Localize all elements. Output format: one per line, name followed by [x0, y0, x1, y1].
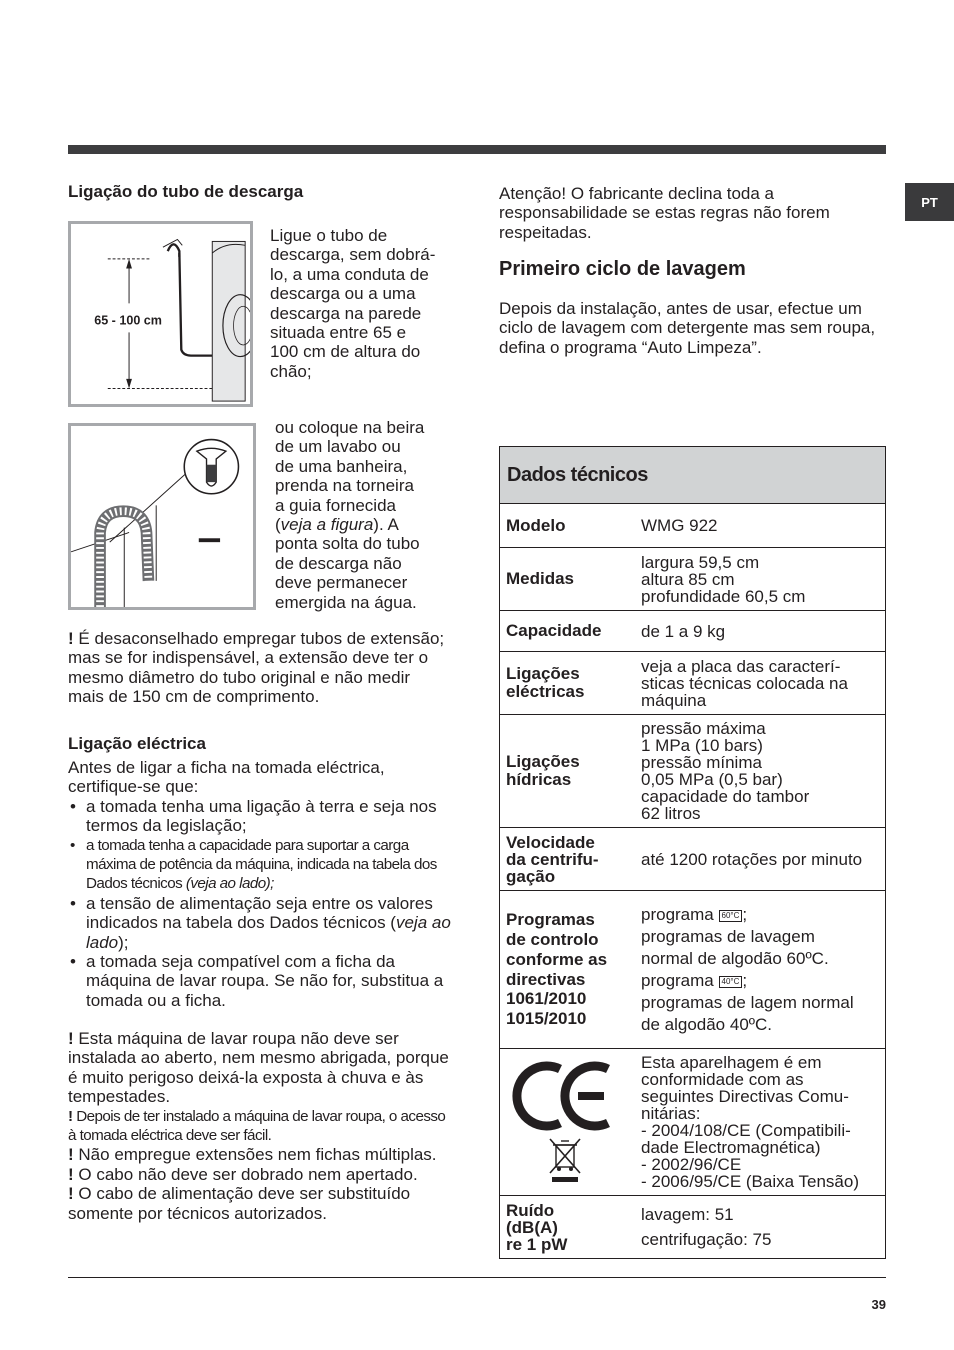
bottom-rule	[68, 1277, 886, 1278]
cotton-40-program-icon: 40°C	[719, 976, 743, 988]
first-cycle-heading: Primeiro ciclo de lavagem	[499, 258, 746, 280]
warning-cable: ! O cabo não deve ser dobrado nem apertado.	[68, 1164, 418, 1184]
height-range-label: 65 - 100 cm	[94, 313, 162, 328]
page-number: 39	[871, 1297, 886, 1312]
drain-sink-figure	[68, 423, 256, 610]
drain-pipe-wall-illustration	[71, 224, 250, 404]
language-tab: PT	[905, 183, 954, 221]
warning-technician: ! O cabo de alimentação deve ser substituído somente por técnicos autorizados.	[68, 1184, 411, 1223]
list-item: • a tensão de alimentação seja entre os valores indicados na tabela dos Dados técnicos (veja ao lado);	[68, 894, 453, 952]
see-figure-ref: veja a figura	[280, 515, 374, 535]
electric-heading: Ligação eléctrica	[68, 734, 206, 753]
drain-heading: Ligação do tubo de descarga	[68, 182, 304, 201]
list-item: • a tomada seja compatível com a ficha da máquina de lavar roupa. Se não for, substitua a tomada ou a ficha.	[68, 952, 453, 1010]
drain-instructions: Ligue o tubo de descarga, sem dobrá- lo, a uma conduta de descarga ou a uma descarga na parede situada entre 65 e 100 cm de altura do chão;	[270, 226, 436, 381]
table-title: Dados técnicos	[500, 447, 885, 504]
warning-extension: ! É desaconselhado empregar tubos de extensão; mas se for indispensável, a extensão deve ter o mesmo diâmetro do tubo original e não medir mais de 150 cm de comprimento.	[68, 629, 445, 707]
table-row: Ligações hídricas pressão máxima 1 MPa (10 bars) pressão mínima 0,05 MPa (0,5 bar) capacidade do tambor 62 litros	[500, 715, 885, 828]
list-item: • a tomada tenha a capacidade para suportar a carga máxima de potência da máquina, indicada na tabela dos Dados técnicos (veja ao lado);	[68, 836, 453, 894]
table-row: Velocidade da centrifu- gação até 1200 rotações por minuto	[500, 828, 885, 891]
first-cycle-text: Depois da instalação, antes de usar, efectue um ciclo de lavagem com detergente mas sem roupa, defina o programa “Auto Limpeza”.	[499, 299, 876, 357]
table-row: Ruído (dB(A) re 1 pW lavagem: 51 centrifugação: 75	[506, 1200, 772, 1254]
ce-weee-marks	[512, 1057, 622, 1187]
top-rule	[68, 145, 886, 154]
electric-checklist	[68, 797, 453, 1010]
warning-access: ! Depois de ter instalado a máquina de lavar roupa, o acesso à tomada eléctrica deve ser fácil.	[68, 1107, 446, 1145]
drain-height-figure	[68, 221, 253, 407]
attention-note: Atenção! O fabricante declina toda a responsabilidade se estas regras não forem respeitadas.	[499, 184, 830, 242]
list-item: • a tomada tenha uma ligação à terra e seja nos termos da legislação;	[68, 797, 453, 836]
table-row: Capacidade de 1 a 9 kg	[500, 611, 885, 652]
table-row: Modelo WMG 922	[500, 504, 885, 548]
drain-sink-illustration	[71, 426, 253, 607]
warning-mark: !	[68, 629, 74, 648]
electric-intro: Antes de ligar a ficha na tomada eléctrica, certifique-se que:	[68, 758, 385, 797]
table-row: Esta aparelhagem é em conformidade com as seguintes Directivas Comu- nitárias: - 2004/108/CE (Compatibili- dade Electromagnética) - 2002/96/CE - 2006/95/CE (Baixa Tensão)	[500, 1049, 885, 1196]
warning-no-extension: ! Não empregue extensões nem fichas múltiplas.	[68, 1145, 437, 1165]
table-row: Programas de controlo conforme as directivas 1061/2010 1015/2010 programa 60°C ; programas de lavagem normal de algodão 60ºC. programa 40°C ; programas de lagem normal de algodão 40ºC.	[500, 891, 885, 1049]
table-row: Ligações eléctricas veja a placa das caracterí- sticas técnicas colocada na máquina	[500, 652, 885, 715]
weee-bin-icon	[550, 1139, 580, 1182]
sink-instructions: ou coloque na beira de um lavabo ou de uma banheira, prenda na torneira a guia fornecida (veja a figura). A ponta solta do tubo de descarga não deve permanecer emergida na água.	[275, 418, 425, 612]
technical-data-table	[499, 446, 886, 1259]
electric-section	[68, 758, 453, 1010]
warning-outdoor: ! Esta máquina de lavar roupa não deve ser instalada ao aberto, nem mesmo abrigada, porque é muito perigoso deixá-la exposta à chuva e às tempestades.	[68, 1029, 449, 1107]
cotton-60-program-icon: 60°C	[719, 910, 743, 922]
table-row: Medidas largura 59,5 cm altura 85 cm profundidade 60,5 cm	[500, 548, 885, 611]
electric-warnings	[68, 1029, 453, 1223]
ce-mark-icon	[517, 1066, 608, 1126]
